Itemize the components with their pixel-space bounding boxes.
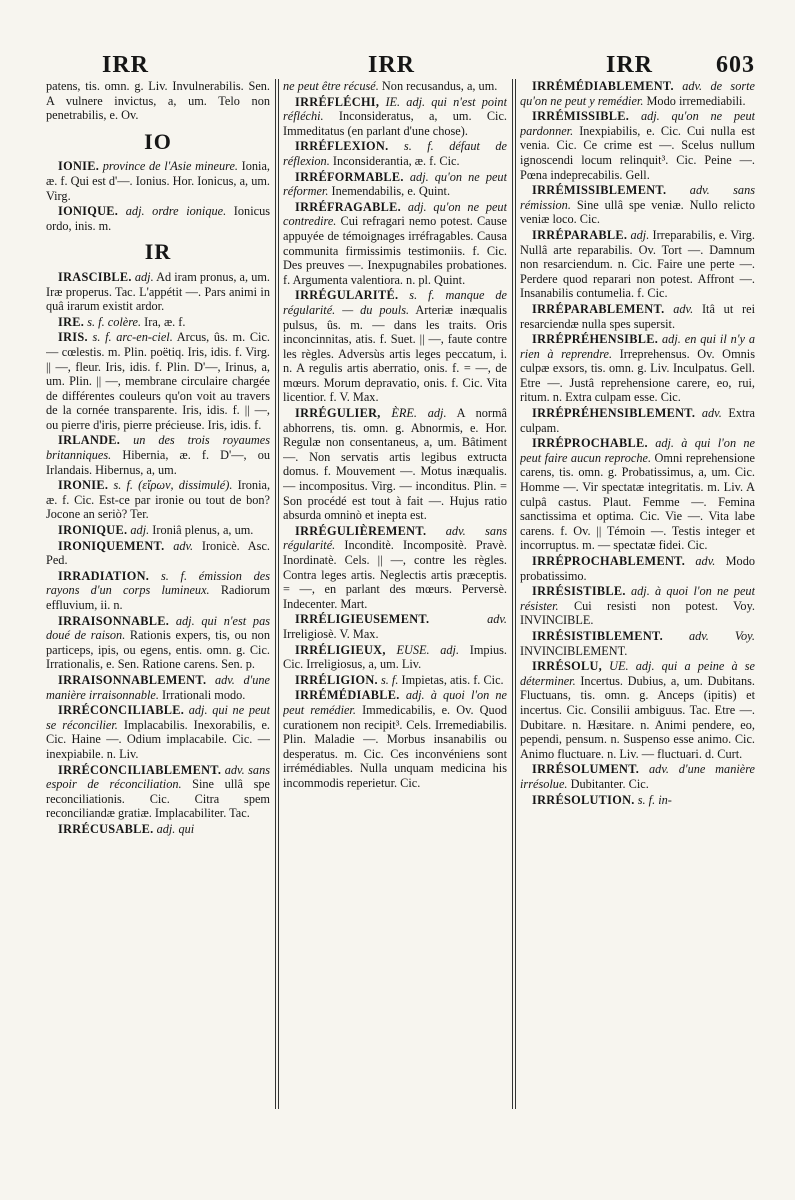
entry-translation: Ironicè. Asc. Ped.: [46, 538, 270, 568]
entry-definition: s. f. manque de régularité. — du pouls.: [283, 288, 507, 317]
entry-translation: Cui refragari nemo potest. Cause appuyée de témoignages irréfragables. Causa communita firmissimis testimoniis. f. Cic. Des preuves —. Inexpugnabiles probationes. f. Argumenta valentiora. n. pl. Quint.: [283, 214, 507, 287]
entry-headword: IRLANDE.: [58, 433, 121, 448]
dictionary-entry: [520, 793, 755, 808]
entry-translation: Impius. Cic. Irreligiosus, a, um. Liv.: [283, 642, 507, 672]
running-head-left: IRR: [102, 52, 150, 78]
dictionary-entry: [46, 822, 270, 837]
entry-definition: adv.: [673, 301, 694, 316]
dictionary-entry: [46, 763, 270, 821]
entry-translation: Non recusandus, a, um.: [381, 79, 498, 93]
entry-translation: Ionia, æ. f. Qui est d'—. Ionius. Hor. Ionicus, a, um. Virg.: [46, 159, 270, 203]
dictionary-entry: [46, 523, 270, 538]
entry-headword: IRRÉPRÉHENSIBLE.: [532, 332, 659, 347]
entry-translation: Implacabilis. Inexorabilis, e. Cic. Haine —. Odium implacabile. Cic. — inexpiabile. n. Liv.: [46, 717, 270, 761]
dictionary-entry: [520, 183, 755, 227]
entry-definition: ne peut être récusé.: [283, 79, 379, 93]
entry-definition: adv.: [487, 612, 507, 627]
dictionary-entry: [46, 673, 270, 702]
page-number: 603: [716, 52, 755, 78]
entry-definition: adj. ordre ionique.: [125, 204, 227, 219]
dictionary-entry: [520, 629, 755, 658]
entry-translation: Inemendabilis, e. Quint.: [331, 184, 451, 199]
entry-definition: adv. d'une manière irrésolue.: [520, 762, 755, 791]
entry-definition: s. f.: [380, 672, 399, 687]
entry-definition: adj. en qui il n'y a rien à reprendre.: [520, 332, 755, 361]
entry-definition: adj. à quoi l'on ne peut résister.: [520, 584, 755, 613]
entry-translation: patens, tis. omn. g. Liv. Invulnerabilis. Sen. A vulnere invictus, a, um. Telo non penetrabilis, e. Ov.: [46, 79, 270, 123]
entry-translation: Incertus. Dubius, a, um. Dubitans. Fluctuans, tis. omn. g. Anceps (ipitis) et incertus. Cic. Consilii ambiguus. Tac. Etre —. Dubitare. n. Hæsitare. n. Animi pendere, eo, pependi, pensum. n. Suspenso esse animo. Cic. Animo fluctuare. n. Liv. — fluctuari. d. Curt.: [520, 673, 755, 761]
column-divider-1: [275, 79, 279, 1109]
entry-translation: Irreparabilis, e. Virg. Nullâ arte reparabilis. Ov. Tort —. Damnum non resarciendum. n. Cic. Faire une perte —. Perdere quod reparari non potest. Affront —. Insanabilis contumelia. f. Cic.: [520, 227, 755, 301]
entry-definition: EUSE. adj.: [396, 642, 460, 657]
entry-definition: adv. Voy.: [688, 628, 755, 643]
entry-translation: Impietas, atis. f. Cic.: [401, 672, 504, 687]
dictionary-entry: [46, 315, 270, 330]
entry-headword: IRRÉSOLUTION.: [532, 792, 635, 807]
entry-definition: ÈRE. adj.: [391, 406, 447, 421]
dictionary-entry: [283, 643, 507, 672]
entry-headword: IRRÉLIGIEUSEMENT.: [295, 612, 430, 627]
entry-translation: Hibernia, æ. f. D'—, ou Irlandais. Hibernus, a, um.: [46, 448, 270, 477]
entry-headword: IRASCIBLE.: [58, 269, 132, 284]
dictionary-entry: [520, 302, 755, 331]
entry-definition: adj.: [134, 269, 154, 284]
entry-headword: IRRÉSOLU,: [532, 659, 603, 674]
entry-translation: A normâ abhorrens, tis. omn. g. Abnormis, e. Hor. Regulæ non consentaneus, a, um. Bâtiment —. Non servatis artis legibus extructa domus. f. Mouvement —. Motus inæqualis. — incompositus. Virg. — inconditus. Plin. = Son procédé est tout à fait —. Hujus ratio absurda omninò et inepta est.: [283, 406, 507, 523]
entry-headword: IONIE.: [58, 159, 100, 174]
dictionary-entry: [520, 436, 755, 553]
entry-definition: adj. qui ne peut se réconcilier.: [46, 703, 270, 732]
entry-definition: adj. qui: [156, 821, 195, 836]
entry-definition: adj. qu'on ne peut réformer.: [283, 169, 507, 199]
entry-headword: IRONIQUE.: [58, 523, 128, 538]
entry-headword: IRRÉPARABLEMENT.: [532, 301, 665, 316]
entry-headword: IRRÉLIGIEUX,: [295, 642, 386, 657]
dictionary-entry: [520, 584, 755, 628]
dictionary-entry: [46, 330, 270, 432]
column-2: [283, 79, 507, 1109]
dictionary-entry: [283, 170, 507, 199]
entry-headword: IRRÉSISTIBLEMENT.: [532, 628, 663, 643]
entry-definition: province de l'Asie mineure.: [102, 159, 238, 174]
dictionary-entry: [520, 659, 755, 761]
entry-translation: Dubitanter. Cic.: [570, 776, 649, 791]
entry-headword: IRRÉCUSABLE.: [58, 821, 154, 836]
page-header: [46, 52, 755, 78]
dictionary-entry: [520, 762, 755, 791]
entry-definition: adv.: [173, 538, 194, 553]
entry-definition: s. f. in-: [637, 792, 672, 807]
entry-headword: IRRAISONNABLE.: [58, 613, 170, 628]
entry-translation: Ironia, æ. f. Cic. Est-ce par ironie ou tout de bon? Jocone an seriò? Ter.: [46, 478, 270, 522]
entry-translation: Ad iram pronus, a, um. Iræ properus. Tac. L'appétit —. Pars animi in quâ irarum existit ardor.: [46, 269, 270, 314]
entry-definition: adj. à quoi l'on ne peut remédier.: [283, 688, 507, 717]
dictionary-entry: [520, 332, 755, 405]
entry-translation: Arteriæ inæqualis pulsus, ûs. m. — dans les traits. Oris inconcinnitas, atis. f. Suet. || —, faute contre les règles. Adversùs artis leges peccatum, i. n. A regulis artis aberratio, onis. f. = —, de mœurs. Morum depravatio, onis. f. Cic. Vita licentior. f. V. Max.: [283, 302, 507, 405]
dictionary-entry: [283, 139, 507, 168]
entry-headword: IRRÉFORMABLE.: [295, 169, 404, 184]
entry-headword: IRRÉLIGION.: [295, 672, 378, 687]
entry-definition: adv. sans régularité.: [283, 523, 507, 553]
entry-translation: Omni reprehensione carens, tis. omn. g. Probatissimus, a, um. Cic. Homme —. Vir spectatæ integritatis. m. Liv. A culpâ castus. Plaut. Femme —. Femina sanctissima et optima. Cic. Vie —. Vita labe carens. f. Ov. || Témoin —. Testis integer et incorruptus. m. — spectatæ fidei. Cic.: [520, 450, 755, 553]
dictionary-entry: [46, 703, 270, 761]
entry-definition: adv. d'une manière irraisonnable.: [46, 672, 270, 702]
dictionary-entry: [283, 406, 507, 523]
entry-headword: IRRÉPROCHABLEMENT.: [532, 554, 686, 568]
entry-headword: IRRÉGULIÈREMENT.: [295, 523, 427, 538]
entry-translation: INVINCIBLEMENT.: [520, 643, 628, 658]
dictionary-entry: [283, 673, 507, 688]
entry-headword: IRRÉSISTIBLE.: [532, 584, 626, 599]
entry-translation: Ironiâ plenus, a, um.: [152, 523, 254, 538]
entry-headword: IRONIE.: [58, 478, 109, 493]
entry-translation: Irrationali modo.: [162, 687, 246, 702]
entry-definition: adj.: [130, 523, 150, 538]
entry-headword: IRRÉFRAGABLE.: [295, 199, 402, 214]
entry-translation: Radiorum effluvium, ii. n.: [46, 583, 270, 612]
entry-definition: adv. sans rémission.: [520, 183, 755, 212]
dictionary-entry: [46, 539, 270, 568]
entry-definition: adj. qui n'est pas doué de raison.: [46, 613, 270, 643]
entry-headword: IRRÉFLÉCHI,: [295, 94, 380, 109]
entry-definition: adj.: [630, 227, 650, 242]
entry-headword: IRRÉMISSIBLEMENT.: [532, 183, 667, 198]
dictionary-entry: [283, 79, 507, 94]
dictionary-entry: [46, 270, 270, 314]
entry-definition: adv. sans espoir de réconciliation.: [46, 762, 270, 792]
entry-headword: IRRÉMÉDIABLEMENT.: [532, 79, 674, 93]
entry-definition: s. f. (εἴρων, dissimulé).: [113, 478, 233, 493]
entry-translation: Irreligiosè. V. Max.: [283, 626, 379, 641]
dictionary-entry: [520, 406, 755, 435]
entry-definition: adv.: [695, 554, 716, 568]
dictionary-entry: [520, 554, 755, 583]
entry-translation: Immedicabilis, e. Ov. Quod curationem non recipit³. Cels. Irremediabilis. Plin. Maladie —. Morbus insanabilis ou desperatus. m. Cic. Ces inconvéniens sont irrémédiables. Nulla unquam medicina his incommodis reperietur. Cic.: [283, 702, 507, 790]
columns-area: [46, 79, 755, 1109]
entry-headword: IRRÉPRÉHENSIBLEMENT.: [532, 406, 696, 421]
column-divider-2: [512, 79, 516, 1109]
entry-translation: Inexpiabilis, e. Cic. Cui nulla est venia. Cic. Ce crime est —. Scelus nullum ignoscendi locum relinquit³. Cic. Peine —. Pœna indeprecabilis. Gell.: [520, 123, 755, 182]
entry-translation: Sine ullâ spe reconciliationis. Cic. Citra spem reconciliandæ gratiæ. Implacabiliter. Tac.: [46, 777, 270, 821]
dictionary-entry: [46, 569, 270, 613]
dictionary-entry: [46, 433, 270, 477]
running-head-center: IRR: [368, 52, 416, 78]
entry-definition: adv.: [701, 406, 722, 421]
entry-headword: IRE.: [58, 314, 85, 329]
dictionary-entry: [520, 109, 755, 182]
entry-headword: IRIS.: [58, 330, 88, 345]
entry-definition: adj. qu'on ne peut contredire.: [283, 199, 507, 229]
entry-headword: IRRÉMISSIBLE.: [532, 109, 630, 124]
dictionary-entry: [520, 228, 755, 301]
entry-translation: Ionicus ordo, inis. m.: [46, 204, 270, 233]
dictionary-entry: [283, 688, 507, 790]
entry-translation: Modo probatissimo.: [520, 554, 755, 583]
dictionary-entry: [520, 79, 755, 108]
entry-translation: Modo irremediabili.: [646, 93, 746, 108]
entry-headword: IRRÉPARABLE.: [532, 227, 628, 242]
entry-translation: Sine ullâ spe veniæ. Nullo relicto veniæ loco. Cic.: [520, 197, 755, 227]
entry-definition: s. f. émission des rayons d'un corps lumineux.: [46, 568, 270, 598]
column-1: [46, 79, 270, 1109]
section-heading: IR: [144, 239, 172, 265]
entry-translation: Irreprehensus. Ov. Omnis culpæ exsors, tis. omn. g. Liv. Inculpatus. Gell. Etre —. Justâ reprehensione carere, eo, rui, ritum. n. Extra culpam esse. Cic.: [520, 346, 755, 405]
entry-headword: IRRÉCONCILIABLE.: [58, 703, 185, 718]
entry-translation: Extra culpam.: [520, 406, 755, 435]
entry-definition: adv. de sorte qu'on ne peut y remédier.: [520, 79, 755, 108]
entry-headword: IRRÉPROCHABLE.: [532, 436, 648, 451]
entry-definition: adj. qu'on ne peut pardonner.: [520, 109, 755, 138]
entry-headword: IRRÉMÉDIABLE.: [295, 688, 400, 703]
dictionary-entry: [283, 95, 507, 139]
entry-definition: un des trois royaumes britanniques.: [46, 433, 270, 463]
dictionary-entry: [283, 524, 507, 612]
column-3: [520, 79, 755, 1109]
entry-translation: Arcus, ûs. m. Cic. — cœlestis. m. Plin. poëtiq. Iris, idis. f. Virg. || —, fleur. Iris, idis. f. Plin. D'—, Irinus, a, um. Plin. || —, membrane circulaire chargée de différentes couleurs qu'on voit au travers de la cornée transparente. Iris, idis. f. || —, ou pierre d'iris, pierre précieuse. Iris, idis. f.: [46, 330, 270, 432]
entry-translation: Cui resisti non potest. Voy. INVINCIBLE.: [520, 598, 755, 628]
entry-headword: IRRÉGULIER,: [295, 406, 381, 421]
entry-headword: IRRÉCONCILIABLEMENT.: [58, 762, 222, 777]
entry-headword: IONIQUE.: [58, 204, 119, 219]
entry-headword: IRRÉSOLUMENT.: [532, 762, 640, 777]
dictionary-entry: [283, 288, 507, 405]
entry-translation: Inconsideratus, a, um. Cic. Immeditatus (en parlant d'une chose).: [283, 109, 507, 138]
entry-definition: s. f. arc-en-ciel.: [92, 330, 173, 345]
entry-definition: s. f. défaut de réflexion.: [283, 139, 507, 168]
running-head-right: IRR: [606, 52, 654, 78]
dictionary-entry: [46, 614, 270, 672]
entry-definition: s. f. colère.: [87, 314, 142, 329]
dictionary-entry: [283, 612, 507, 641]
entry-headword: IRONIQUEMENT.: [58, 538, 165, 553]
dictionary-entry: [46, 159, 270, 203]
dictionary-entry: [46, 478, 270, 522]
entry-definition: UE. adj. qui a peine à se déterminer.: [520, 659, 755, 688]
entry-headword: IRRÉGULARITÉ.: [295, 288, 399, 303]
dictionary-entry: [46, 204, 270, 233]
dictionary-entry: [283, 200, 507, 288]
entry-headword: IRRÉFLEXION.: [295, 139, 389, 154]
entry-definition: IE. adj. qui n'est point réfléchi.: [283, 94, 507, 124]
section-heading: IO: [144, 128, 172, 154]
dictionary-entry: [46, 79, 270, 123]
entry-translation: Inconditè. Incompositè. Pravè. Inordinatè. Cels. || —, contre les règles. Contra leges artis. Neglectis artis præceptis. = —, en parlant des mœurs. Perversè. Indecenter. Mart.: [283, 538, 507, 611]
entry-headword: IRRAISONNABLEMENT.: [58, 672, 207, 687]
entry-translation: Itâ ut rei resarciendæ nulla spes supersit.: [520, 301, 755, 331]
entry-translation: Inconsiderantia, æ. f. Cic.: [332, 153, 460, 168]
entry-definition: adj. à qui l'on ne peut faire aucun reproche.: [520, 436, 755, 465]
entry-translation: Rationis expers, tis, ou non particeps, ipis, ou egens, entis. omn. g. Cic. Irrationalis, e. Sen. Ratione carens. Sen. p.: [46, 628, 270, 672]
entry-translation: Ira, æ. f.: [144, 314, 186, 329]
entry-headword: IRRADIATION.: [58, 568, 150, 583]
